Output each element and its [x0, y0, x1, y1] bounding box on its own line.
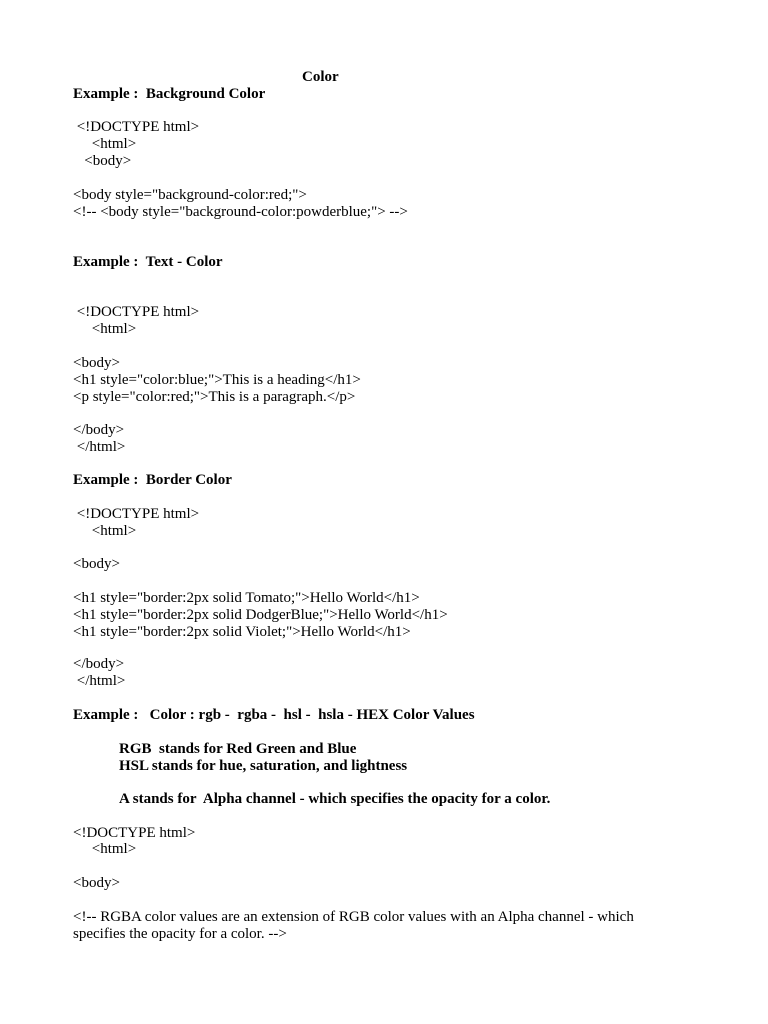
- section-heading-background-color: Example : Background Color: [73, 86, 266, 102]
- code-line: <h1 style="border:2px solid Tomato;">Hello World</h1>: [73, 590, 420, 606]
- code-line: <body>: [73, 153, 132, 169]
- code-line: </html>: [73, 673, 126, 689]
- code-line: <!DOCTYPE html>: [73, 304, 200, 320]
- code-line: <body>: [73, 556, 120, 572]
- code-line: <html>: [73, 136, 137, 152]
- code-line: specifies the opacity for a color. -->: [73, 926, 287, 942]
- section-heading-color-values: Example : Color : rgb - rgba - hsl - hsla - HEX Color Values: [73, 707, 475, 723]
- code-line: <p style="color:red;">This is a paragraph.</p>: [73, 389, 356, 405]
- section-heading-border-color: Example : Border Color: [73, 472, 232, 488]
- code-line: <h1 style="color:blue;">This is a heading</h1>: [73, 372, 361, 388]
- code-line: <body style="background-color:red;">: [73, 187, 307, 203]
- code-line: </body>: [73, 656, 125, 672]
- code-line: <html>: [73, 523, 137, 539]
- code-line: <body>: [73, 875, 120, 891]
- code-line: </html>: [73, 439, 126, 455]
- code-line: <!-- <body style="background-color:powderblue;"> -->: [73, 204, 408, 220]
- code-line: <body>: [73, 355, 120, 371]
- code-line: <html>: [73, 841, 137, 857]
- code-line: <!DOCTYPE html>: [73, 119, 200, 135]
- note-alpha: A stands for Alpha channel - which specifies the opacity for a color.: [119, 791, 551, 807]
- code-line: <!DOCTYPE html>: [73, 825, 196, 841]
- code-line: </body>: [73, 422, 125, 438]
- code-line: <!-- RGBA color values are an extension of RGB color values with an Alpha channel - which: [73, 909, 634, 925]
- document-title: Color: [302, 69, 339, 85]
- code-line: <h1 style="border:2px solid DodgerBlue;">Hello World</h1>: [73, 607, 448, 623]
- note-hsl: HSL stands for hue, saturation, and lightness: [119, 758, 408, 774]
- note-rgb: RGB stands for Red Green and Blue: [119, 741, 357, 757]
- section-heading-text-color: Example : Text - Color: [73, 254, 223, 270]
- code-line: <!DOCTYPE html>: [73, 506, 200, 522]
- code-line: <html>: [73, 321, 137, 337]
- code-line: <h1 style="border:2px solid Violet;">Hello World</h1>: [73, 624, 411, 640]
